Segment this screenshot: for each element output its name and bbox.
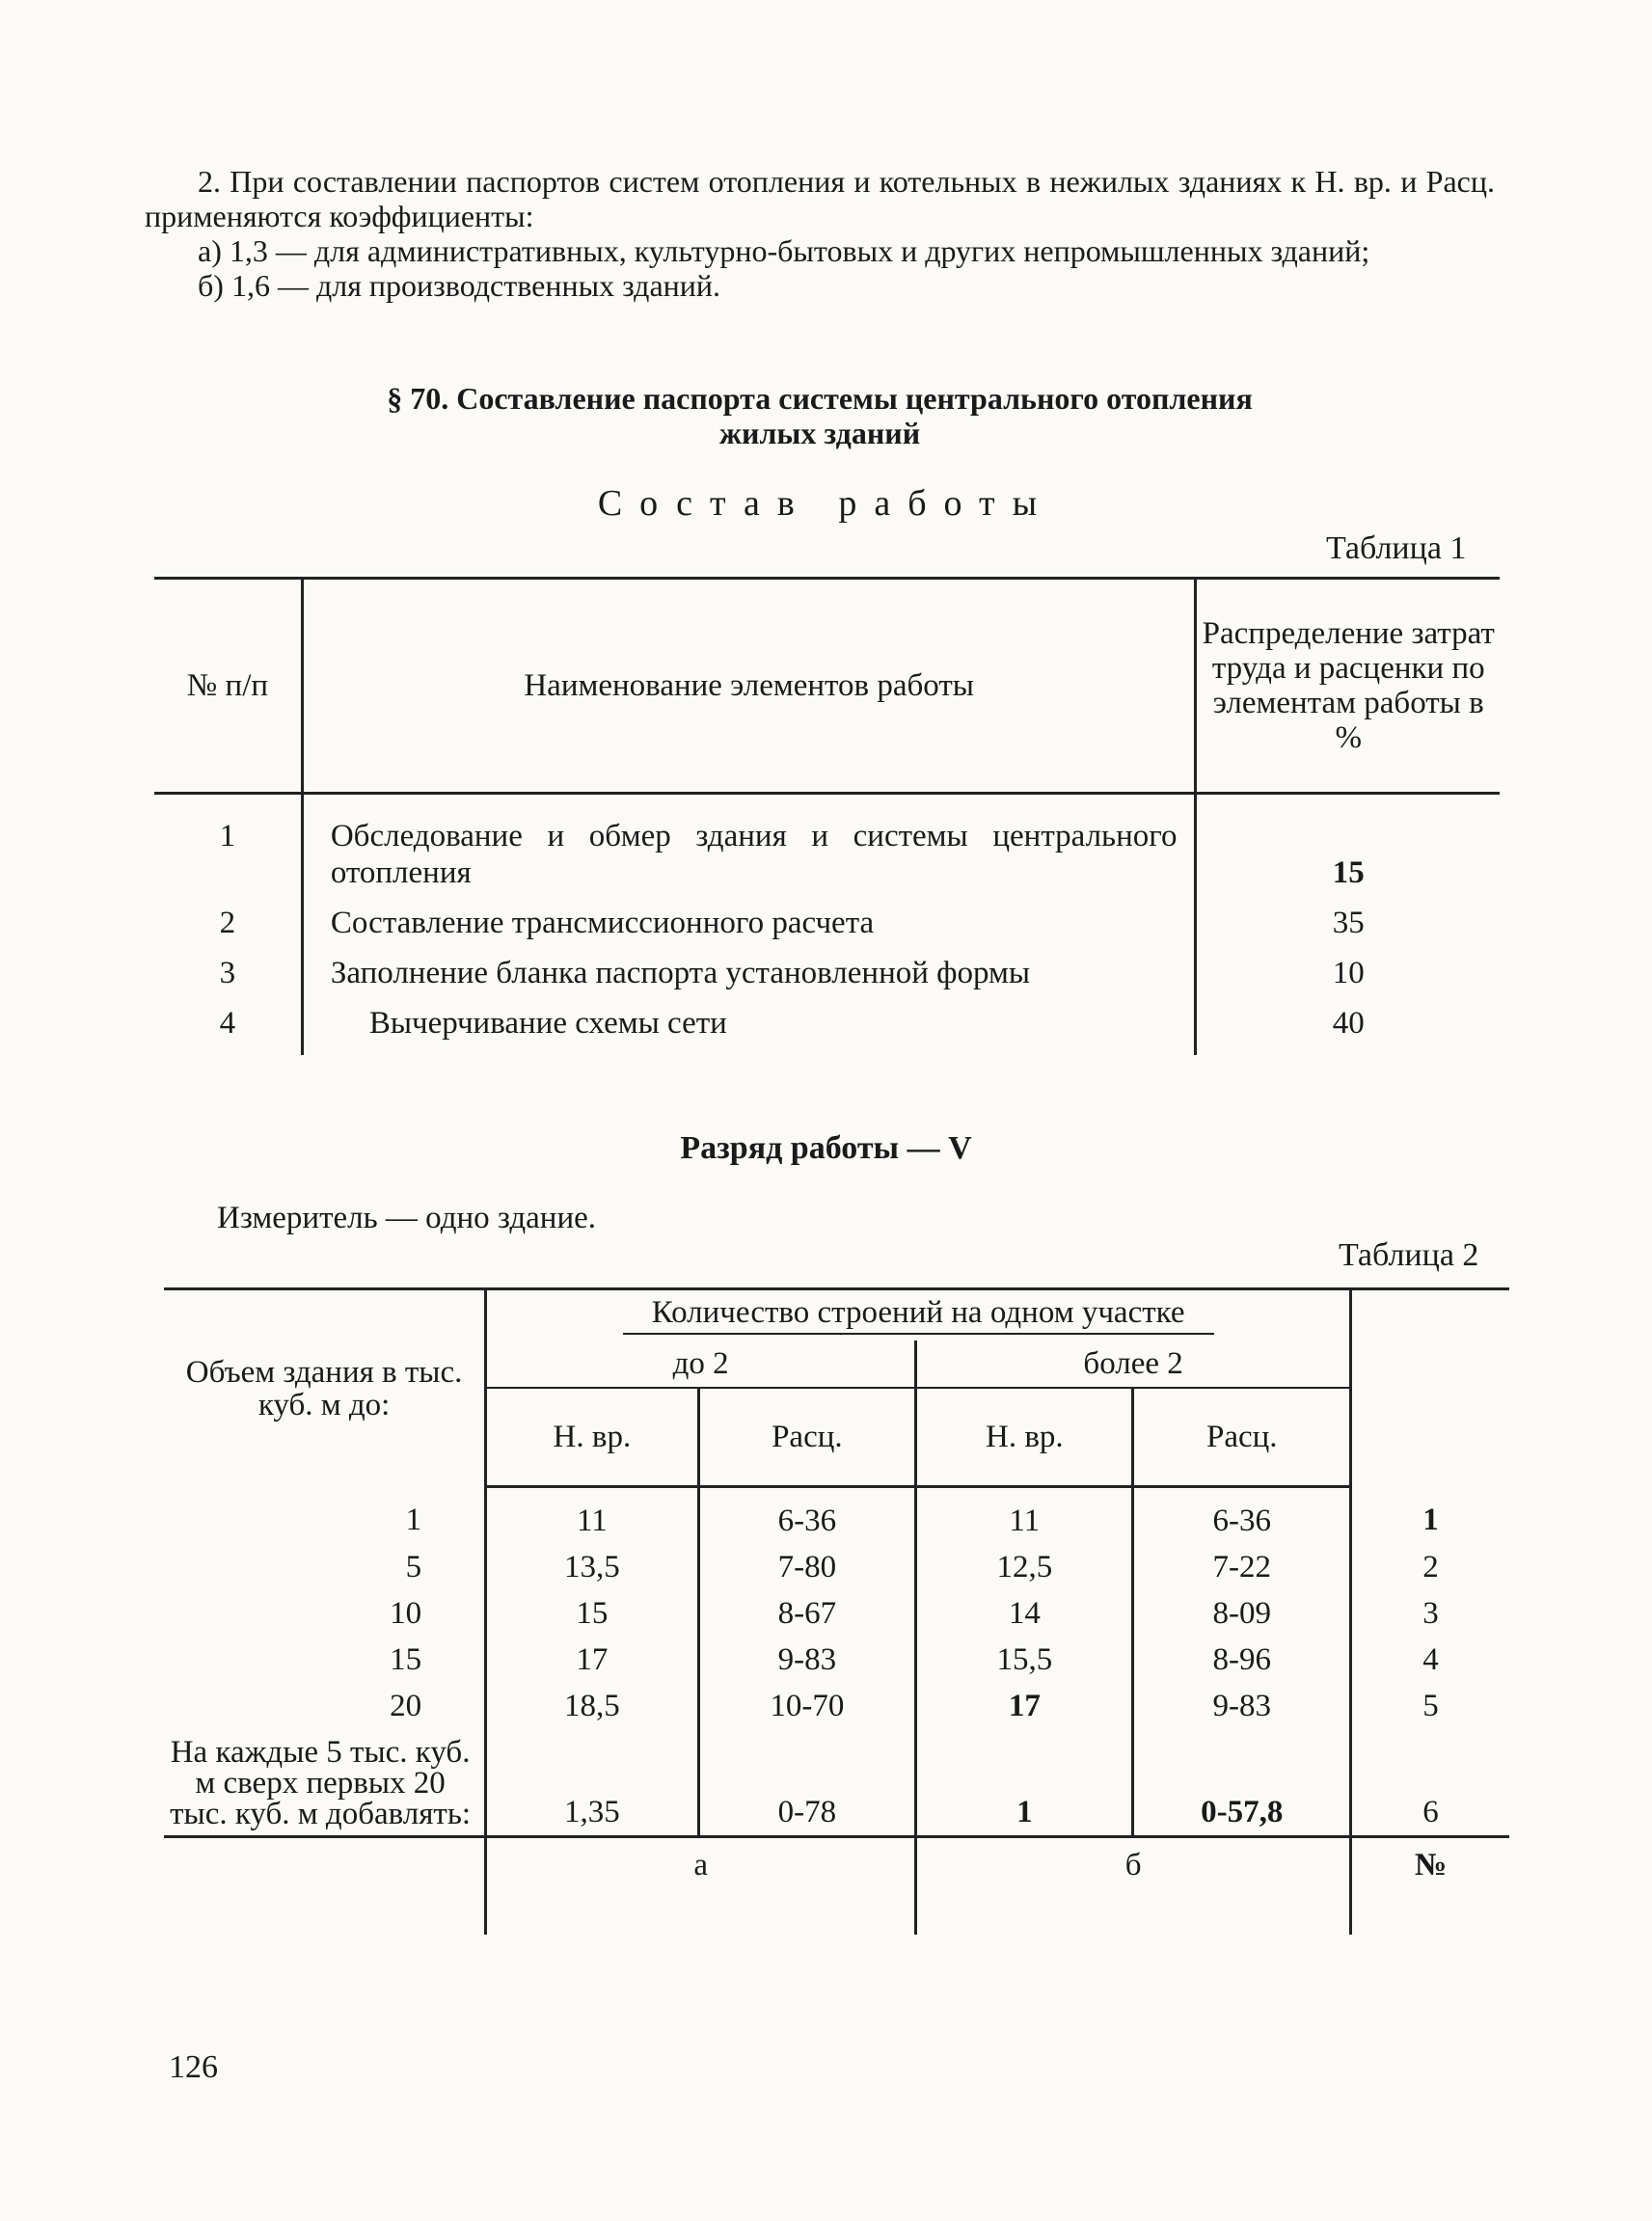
t1-cell-pct: 10 <box>1332 956 1365 990</box>
t2-header-empty <box>1351 1289 1509 1487</box>
t2-cell-a-rasc: 8-67 <box>698 1590 916 1637</box>
table-row <box>164 1683 1509 1729</box>
table-row <box>164 1729 1509 1837</box>
t2-cell-volume: 20 <box>164 1683 486 1729</box>
page-number: 126 <box>169 2049 218 2085</box>
t2-cell-num: 1 <box>1422 1503 1439 1538</box>
table-row <box>164 1544 1509 1590</box>
t2-cell-a-rasc: 0-78 <box>698 1729 916 1837</box>
t1-cell-pct: 15 <box>1332 855 1365 890</box>
t2-header-a-hvr: Н. вр. <box>486 1388 698 1487</box>
t2-cell-num: 3 <box>1422 1596 1439 1631</box>
t2-cell-a-hvr: 1,35 <box>486 1729 698 1837</box>
measure-unit: Измеритель — одно здание. <box>217 1201 597 1235</box>
t2-cell-b-rasc: 9-83 <box>1133 1683 1351 1729</box>
t2-header-up-to-2: до 2 <box>486 1341 916 1388</box>
t2-footer-num: № <box>1351 1837 1509 1936</box>
t2-cell-a-hvr: 18,5 <box>486 1683 698 1729</box>
t2-cell-b-hvr: 1 <box>916 1729 1133 1837</box>
t2-cell-a-hvr: 13,5 <box>486 1544 698 1590</box>
t2-header-b-hvr: Н. вр. <box>916 1388 1133 1487</box>
table-row <box>154 905 1500 955</box>
t1-cell-num: 1 <box>154 794 302 906</box>
t2-cell-b-hvr: 14 <box>916 1590 1133 1637</box>
t2-cell-a-hvr: 17 <box>486 1637 698 1683</box>
t2-cell-a-hvr: 15 <box>486 1590 698 1637</box>
t1-cell-num: 3 <box>154 955 302 1005</box>
section-heading-line-2: жилых зданий <box>718 416 921 450</box>
intro-paragraph-3: б) 1,6 — для производственных зданий. <box>198 268 721 303</box>
table-row <box>154 1005 1500 1055</box>
section-heading-line-1: § 70. Составление паспорта системы центрального отопления <box>387 381 1253 416</box>
t2-cell-num: 6 <box>1422 1795 1439 1829</box>
t2-header-count <box>486 1289 1351 1341</box>
t2-cell-volume: 10 <box>164 1590 486 1637</box>
t1-cell-pct: 35 <box>1332 906 1365 940</box>
t2-cell-a-rasc: 7-80 <box>698 1544 916 1590</box>
t2-header-more-2: более 2 <box>916 1341 1351 1388</box>
t2-cell-a-rasc: 6-36 <box>698 1487 916 1545</box>
table-row <box>164 1487 1509 1545</box>
t2-footer-b: б <box>916 1837 1351 1936</box>
table-row <box>154 794 1500 906</box>
t2-cell-b-hvr: 12,5 <box>916 1544 1133 1590</box>
t2-cell-b-hvr: 15,5 <box>916 1637 1133 1683</box>
table-2 <box>164 1287 1509 1935</box>
t2-cell-num: 2 <box>1422 1550 1439 1584</box>
t2-footer-empty <box>164 1837 486 1936</box>
t2-cell-b-rasc: 6-36 <box>1133 1487 1351 1545</box>
table-row <box>164 1637 1509 1683</box>
table-1 <box>154 577 1500 1055</box>
table-footer-row <box>164 1837 1509 1936</box>
t1-cell-num: 4 <box>154 1005 302 1055</box>
t1-header-name: Наименование элементов работы <box>302 579 1196 794</box>
work-grade: Разряд работы — V <box>680 1130 972 1166</box>
t2-cell-a-rasc: 9-83 <box>698 1637 916 1683</box>
work-composition-title: Состав работы <box>597 483 1055 524</box>
t2-cell-a-rasc: 10-70 <box>698 1683 916 1729</box>
t2-cell-b-rasc: 0-57,8 <box>1133 1729 1351 1837</box>
t2-cell-num: 5 <box>1422 1689 1439 1723</box>
t2-cell-b-hvr: 17 <box>916 1683 1133 1729</box>
t1-cell-num: 2 <box>154 905 302 955</box>
t2-cell-b-rasc: 8-96 <box>1133 1637 1351 1683</box>
table-row <box>154 955 1500 1005</box>
t2-header-a-rasc: Расц. <box>698 1388 916 1487</box>
t2-header-volume: Объем здания в тыс. куб. м до: <box>164 1289 486 1487</box>
table2-label: Таблица 2 <box>1339 1237 1479 1273</box>
t2-cell-num: 4 <box>1422 1642 1439 1677</box>
t2-header-b-rasc: Расц. <box>1133 1388 1351 1487</box>
t2-cell-a-hvr: 11 <box>486 1487 698 1545</box>
t2-cell-b-hvr: 11 <box>916 1487 1133 1545</box>
t2-footer-a: а <box>486 1837 916 1936</box>
t1-header-distribution: Распределение затрат труда и расценки по элементам работы в % <box>1202 616 1495 755</box>
t1-cell-name: Составление трансмиссионного расчета <box>302 905 1196 955</box>
t2-cell-volume: 1 <box>164 1487 486 1545</box>
table-row <box>164 1590 1509 1637</box>
t1-cell-name: Вычерчивание схемы сети <box>302 1005 1196 1055</box>
intro-text <box>145 164 1495 303</box>
t1-cell-pct: 40 <box>1332 1006 1365 1041</box>
t2-cell-volume: 5 <box>164 1544 486 1590</box>
intro-paragraph-1: 2. При составлении паспортов систем отопления и котельных в нежилых зданиях к Н. вр. и Расц. применяются коэффициенты: <box>145 164 1495 233</box>
t2-cell-volume: 15 <box>164 1637 486 1683</box>
section-heading <box>193 381 1447 450</box>
table1-label: Таблица 1 <box>1326 530 1467 566</box>
t2-cell-volume: На каждые 5 тыс. куб. м сверх первых 20 тыс. куб. м добавлять: <box>164 1729 486 1837</box>
t1-cell-name: Обследование и обмер здания и системы центрального отопления <box>302 794 1196 906</box>
t2-cell-b-rasc: 7-22 <box>1133 1544 1351 1590</box>
t1-header-num: № п/п <box>154 579 302 794</box>
t2-header-count-text: Количество строений на одном участке <box>623 1296 1214 1335</box>
intro-paragraph-2: а) 1,3 — для административных, культурно-бытовых и других непромышленных зданий; <box>198 233 1370 268</box>
t1-cell-name: Заполнение бланка паспорта установленной формы <box>302 955 1196 1005</box>
t2-cell-b-rasc: 8-09 <box>1133 1590 1351 1637</box>
